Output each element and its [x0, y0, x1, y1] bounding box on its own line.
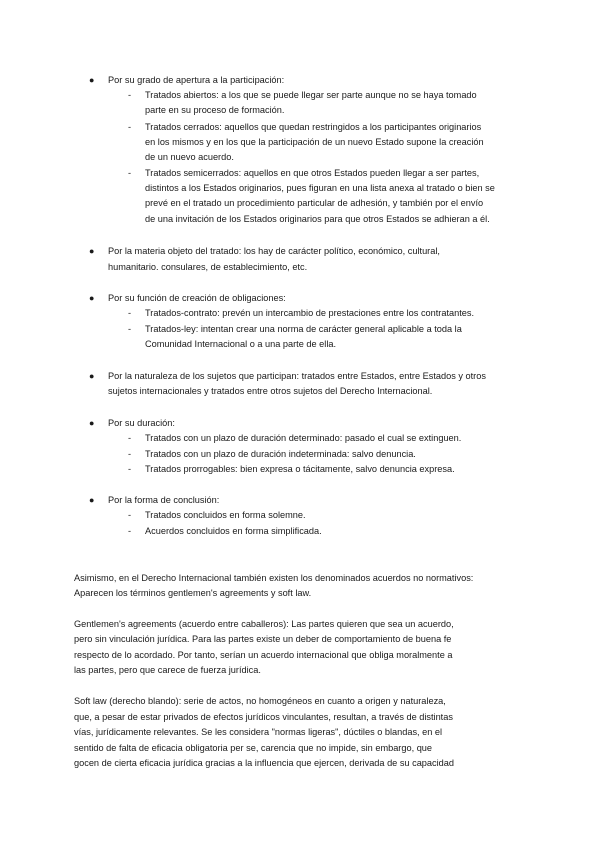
paragraph-line: Aparecen los términos gentlemen's agreements y soft law. — [74, 588, 312, 598]
list-item-text: parte en su proceso de formación. — [145, 105, 285, 115]
dash-icon: - — [128, 510, 132, 520]
dash-icon: - — [128, 168, 132, 178]
list-item-text: Tratados cerrados: aquellos que quedan restringidos a los participantes originarios — [145, 122, 482, 132]
list-item-text: humanitario. consulares, de establecimiento, etc. — [108, 262, 308, 272]
paragraph-line: las partes, pero que carece de fuerza jurídica. — [74, 665, 261, 675]
list-item-text: sujetos internacionales y tratados entre otros sujetos del Derecho Internacional. — [108, 386, 433, 396]
bullet-icon: ● — [89, 495, 95, 505]
paragraph-line: Soft law (derecho blando): serie de actos, no homogéneos en cuanto a origen y naturaleza, — [74, 696, 446, 706]
list-item-text: Tratados concluidos en forma solemne. — [145, 510, 306, 520]
paragraph-line: respecto de lo acordado. Por tanto, serían un acuerdo internacional que obliga moralmente a — [74, 650, 453, 660]
list-item-text: Por la materia objeto del tratado: los hay de carácter político, económico, cultural, — [108, 246, 440, 256]
dash-icon: - — [128, 90, 132, 100]
bullet-icon: ● — [89, 371, 95, 381]
paragraph-line: vías, jurídicamente relevantes. Se les considera "normas ligeras", dúctiles o blandas, en el — [74, 727, 443, 737]
bullet-icon: ● — [89, 75, 95, 85]
list-heading: Por su grado de apertura a la participación: — [108, 75, 285, 85]
dash-icon: - — [128, 433, 132, 443]
list-item-text: prevé en el tratado un procedimiento particular de adhesión, y también por el envío — [145, 198, 484, 208]
paragraph-line: que, a pesar de estar privados de efectos jurídicos vinculantes, resultan, a través de distintas — [74, 712, 453, 722]
bullet-icon: ● — [89, 293, 95, 303]
list-item-text: Por la naturaleza de los sujetos que participan: tratados entre Estados, entre Estados y otros — [108, 371, 486, 381]
dash-icon: - — [128, 308, 132, 318]
paragraph-line: pero sin vinculación jurídica. Para las partes existe un deber de comportamiento de buena fe — [74, 634, 452, 644]
list-heading: Por su duración: — [108, 418, 175, 428]
paragraph-line: Gentlemen's agreements (acuerdo entre caballeros): Las partes quieren que sea un acuerdo, — [74, 619, 454, 629]
dash-icon: - — [128, 324, 132, 334]
list-item-text: Tratados abiertos: a los que se puede llegar ser parte aunque no se haya tomado — [145, 90, 477, 100]
list-heading: Por su función de creación de obligaciones: — [108, 293, 286, 303]
list-item-text: Tratados semicerrados: aquellos en que otros Estados pueden llegar a ser partes, — [145, 168, 480, 178]
paragraph-line: gocen de cierta eficacia jurídica gracias a la influencia que ejercen, derivada de su capacidad — [74, 758, 454, 768]
list-item-text: de una invitación de los Estados originarios para que otros Estados se adhieran a él. — [145, 214, 490, 224]
bullet-icon: ● — [89, 418, 95, 428]
list-item-text: Tratados con un plazo de duración indeterminada: salvo denuncia. — [145, 449, 416, 459]
list-item-text: Tratados-ley: intentan crear una norma de carácter general aplicable a toda la — [145, 324, 462, 334]
list-heading: Por la forma de conclusión: — [108, 495, 220, 505]
list-item-text: en los mismos y en los que la participación de un nuevo Estado supone la creación — [145, 137, 484, 147]
list-item-text: Acuerdos concluidos en forma simplificada. — [145, 526, 322, 536]
dash-icon: - — [128, 449, 132, 459]
list-item-text: Tratados prorrogables: bien expresa o tácitamente, salvo denuncia expresa. — [145, 464, 455, 474]
list-item-text: Tratados con un plazo de duración determinado: pasado el cual se extinguen. — [145, 433, 462, 443]
paragraph-line: sentido de falta de eficacia obligatoria per se, carencia que no impide, sin embargo, que — [74, 743, 433, 753]
paragraph-line: Asimismo, en el Derecho Internacional también existen los denominados acuerdos no normativos: — [74, 573, 474, 583]
dash-icon: - — [128, 526, 132, 536]
dash-icon: - — [128, 122, 132, 132]
list-item-text: Tratados-contrato: prevén un intercambio de prestaciones entre los contratantes. — [145, 308, 475, 318]
dash-icon: - — [128, 464, 132, 474]
list-item-text: Comunidad Internacional o a una parte de ella. — [145, 339, 337, 349]
list-item-text: distintos a los Estados originarios, pues figuran en una lista anexa al tratado o bien se — [145, 183, 495, 193]
list-item-text: de un nuevo acuerdo. — [145, 152, 234, 162]
bullet-icon: ● — [89, 246, 95, 256]
